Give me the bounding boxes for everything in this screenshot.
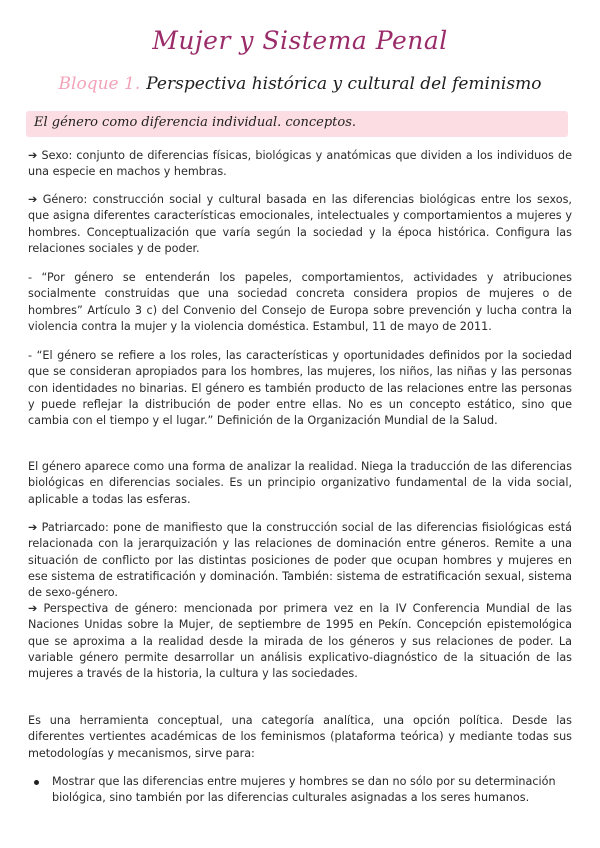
section-heading-bar [26,111,568,137]
paragraph-oms: - “El género se refiere a los roles, las características y oportunidades definidos por la sociedad que se consideran apropiados para los hombres, las mujeres, los niños, las niñas y las personas con identidades no binarias. El género es también producto de las relaciones entre las personas y puede reflejar la distribución de poder entre ellas. No es un concepto estático, sino que cambia con el tiempo y el lugar.” Definición de la Organización Mundial de la Salud. [28,349,572,428]
paragraph-herramienta: Es una herramienta conceptual, una categoría analítica, una opción política. Desde las diferentes vertientes académicas de los feminismos (plataforma teórica) y mediante todas sus metodologías y mecanismos, sirve para: [28,714,572,760]
block-label: Bloque 1. [58,74,141,94]
page-title: Mujer y Sistema Penal [152,26,448,55]
paragraph-sexo: ➔ Sexo: conjunto de diferencias físicas, biológicas y anatómicas que dividen a los individuos de una especie en machos y hembras. [28,149,572,179]
block-subtitle [0,74,600,94]
paragraph-perspectiva: ➔ Perspectiva de género: mencionada por primera vez en la IV Conferencia Mundial de las Naciones Unidas sobre la Mujer, de septiembre de 1995 en Pekín. Concepción epistemológica que se aproxima a la realidad desde la mirada de los géneros y sus relaciones de poder. La variable género permite desarrollar un análisis explicativo-diagnóstico de la situación de las mujeres a través de la historia, la cultura y las sociedades. [28,602,572,681]
section-heading: El género como diferencia individual. conceptos. [34,115,357,130]
bullet-dot-icon [34,780,39,785]
paragraph-genero: ➔ Género: construcción social y cultural basada en las diferencias biológicas entre los sexos, que asigna diferentes características emocionales, intelectuales y comportamientos a mujeres y hombres. Conceptualización que varía según la sociedad y la época histórica. Configura las relaciones sociales y de poder. [28,193,572,255]
paragraph-patriarcado: ➔ Patriarcado: pone de manifiesto que la construcción social de las diferencias fisiológicas está relacionada con la jerarquización y las relaciones de dominación entre géneros. Remite a una situación de conflicto por las distintas posiciones de poder que ocupan hombres y mujeres en ese sistema de estratificación y dominación. También: sistema de estratificación sexual, sistema de sexo-género. [28,521,572,600]
paragraph-estambul: - “Por género se entenderán los papeles, comportamientos, actividades y atribuciones socialmente construidas que una sociedad concreta considera propios de mujeres o de hombres” Artículo 3 c) del Convenio del Consejo de Europa sobre prevención y lucha contra la violencia contra la mujer y la violencia doméstica. Estambul, 11 de mayo de 2011. [28,271,572,333]
list-item-text: Mostrar que las diferencias entre mujeres y hombres se dan no sólo por su determinación biológica, sino también por las diferencias culturales asignadas a los seres humanos. [52,775,556,805]
block-title: Perspectiva histórica y cultural del feminismo [146,74,542,94]
list-item [34,774,572,807]
paragraph-analizar: El género aparece como una forma de analizar la realidad. Niega la traducción de las diferencias biológicas en diferencias sociales. Es un principio organizativo fundamental de la vida social, aplicable a todas las esferas. [28,460,572,506]
